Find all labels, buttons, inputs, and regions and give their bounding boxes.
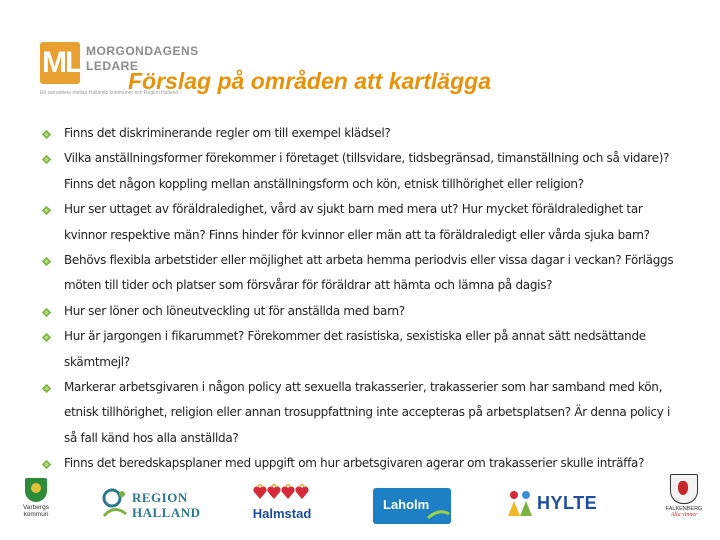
bullet-text: Hur ser uttaget av föräldraledighet, vård av sjukt barn med mera ut? Hur mycket föräldraledighet tar kvinnor respektive män? Finns hinder för kvinnor eller män att ta föräldraledigt eller vårda sjuka barn? xyxy=(64,202,650,242)
diamond-bullet-icon xyxy=(41,307,52,318)
falkenberg-label: FALKENBERG xyxy=(665,506,703,512)
laholm-label: Laholm xyxy=(383,497,430,512)
laholm-wave-icon xyxy=(373,488,451,524)
varberg-kommun-logo xyxy=(18,478,54,518)
region-halland-logo xyxy=(98,486,224,526)
varberg-shield-icon xyxy=(25,478,47,502)
bullet-item xyxy=(40,324,680,375)
bullet-text: Hur är jargongen i fikarummet? Förekommer det rasistiska, sexistiska eller på annat sätt nedsättande skämtmejl? xyxy=(64,329,646,369)
region-label: REGION xyxy=(132,490,188,505)
falkenberg-shield-icon xyxy=(670,474,698,504)
falkenberg-slogan: Alla vinner xyxy=(670,512,698,518)
bullet-item xyxy=(40,146,680,197)
page-title: Förslag på områden att kartlägga xyxy=(128,68,491,94)
halmstad-logo xyxy=(247,484,317,521)
bullet-item xyxy=(40,375,680,451)
hylte-label: HYLTE xyxy=(537,493,598,513)
diamond-bullet-icon xyxy=(41,383,52,394)
ml-logo-mark: ML xyxy=(40,42,80,84)
diamond-bullet-icon xyxy=(41,154,52,165)
bullet-list xyxy=(40,121,680,477)
varberg-name: Varbergs xyxy=(23,504,49,511)
bullet-text: Markerar arbetsgivaren i någon policy att sexuella trakasserier, trakasserier som har samband med kön, etnisk tillhörighet, religion eller annan trosuppfattning inte accepteras på arbetsplatsen? Är denna policy i så fall känd hos alla anställda? xyxy=(64,380,671,445)
bullet-text: Finns det diskriminerande regler om till exempel klädsel? xyxy=(64,126,391,140)
region-halland-emblem-icon xyxy=(98,486,132,526)
halmstad-label: Halmstad xyxy=(252,506,312,521)
laholm-logo xyxy=(373,488,451,524)
bullet-text: Finns det beredskapsplaner med uppgift om hur arbetsgivaren agerar om trakasserier skulle inträffa? xyxy=(64,456,645,471)
diamond-bullet-icon xyxy=(41,332,52,343)
bullet-item xyxy=(40,197,680,248)
ml-logo-tagline: Ett samarbete mellan Hallands kommuner och Region Halland xyxy=(40,90,179,96)
bullet-text: Behövs flexibla arbetstider eller möjlighet att arbeta hemma periodvis eller vissa dagar i veckan? Förläggs möten till tider och platser som försvårar för föräldrar att hämta och lämna på dagis? xyxy=(64,253,674,293)
bullet-item xyxy=(40,248,680,299)
diamond-bullet-icon xyxy=(41,459,52,470)
hylte-figures-icon xyxy=(506,488,536,518)
bullet-item xyxy=(40,299,680,324)
halland-label: HALLAND xyxy=(132,505,201,520)
varberg-kommun: kommun xyxy=(23,511,49,518)
hylte-logo xyxy=(506,488,606,518)
halmstad-hearts-icon xyxy=(252,484,312,502)
falkenberg-logo xyxy=(660,474,708,518)
bullet-text: Vilka anställningsformer förekommer i företaget (tillsvidare, tidsbegränsad, timanställning och så vidare)? Finns det någon koppling mellan anställningsform och kön, etnisk tillhörighet eller religion? xyxy=(64,151,670,191)
diamond-bullet-icon xyxy=(41,205,52,216)
diamond-bullet-icon xyxy=(41,256,52,267)
bullet-item xyxy=(40,451,680,476)
diamond-bullet-icon xyxy=(41,129,52,140)
ml-logo-name: MORGONDAGENS LEDARE xyxy=(86,44,199,73)
bullet-item xyxy=(40,121,680,146)
bullet-text: Hur ser löner och löneutveckling ut för anställda med barn? xyxy=(64,303,405,318)
